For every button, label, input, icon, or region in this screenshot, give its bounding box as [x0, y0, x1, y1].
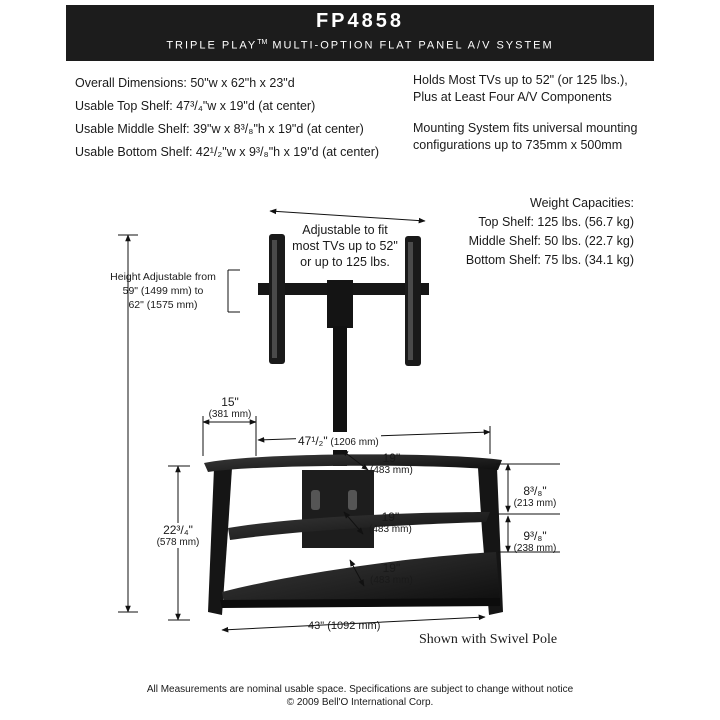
dim-depth-mid-in: 19"	[381, 510, 400, 524]
feature-capacity-line1: Holds Most TVs up to 52" (or 125 lbs.),	[413, 73, 628, 87]
caption-swivel-pole: Shown with Swivel Pole	[419, 632, 558, 647]
height-adjust-callout	[103, 270, 223, 312]
dim-gap-upper-mm: (213 mm)	[513, 498, 557, 509]
tv-adjust-line1: Adjustable to fit	[302, 223, 388, 237]
dim-stand-height-in: 22³/₄"	[163, 523, 193, 537]
dim-gap-upper	[509, 484, 561, 509]
dim-gap-lower	[509, 529, 561, 554]
spec-middle-shelf: Usable Middle Shelf: 39"w x 8³/₈"h x 19"d (at center)	[75, 122, 364, 136]
dim-gap-lower-mm: (238 mm)	[513, 543, 557, 554]
dim-gap-lower-in: 9³/₈"	[523, 529, 547, 543]
weight-title: Weight Capacities:	[530, 196, 634, 210]
feature-capacity-line2: Plus at Least Four A/V Components	[413, 90, 612, 104]
dim-gap-upper-in: 8³/₈"	[523, 484, 547, 498]
model-number: FP4858	[315, 10, 405, 32]
weight-middle-shelf: Middle Shelf: 50 lbs. (22.7 kg)	[468, 234, 634, 248]
dim-depth-mid-mm: (483 mm)	[369, 524, 412, 535]
dim-depth-top	[370, 451, 413, 476]
dim-15-in: 15"	[221, 395, 239, 409]
feature-mounting-line1: Mounting System fits universal mounting	[413, 121, 638, 135]
footer-copyright: © 2009 Bell'O International Corp.	[286, 697, 434, 708]
spec-overall: Overall Dimensions: 50"w x 62"h x 23"d	[75, 76, 295, 90]
dim-depth-mid	[369, 510, 412, 535]
dim-width-top-in: 47¹/₂"	[298, 434, 328, 448]
trademark-mark: TM	[257, 39, 268, 46]
dim-depth-top-in: 19"	[382, 451, 401, 465]
dim-width-top-mm: (1206 mm)	[327, 437, 379, 448]
subtitle-brand: TRIPLE PLAY	[166, 39, 258, 52]
height-adjust-line1: Height Adjustable from	[110, 271, 216, 283]
tv-adjust-callout	[280, 222, 410, 270]
feature-mounting-line2: configurations up to 735mm x 500mm	[413, 138, 623, 152]
tv-adjust-line2: most TVs up to 52"	[292, 239, 398, 253]
footer	[0, 683, 720, 709]
subtitle-rest: MULTI-OPTION FLAT PANEL A/V SYSTEM	[267, 39, 554, 52]
dim-depth-top-mm: (483 mm)	[370, 465, 413, 476]
height-adjust-line2: 59" (1499 mm) to	[122, 285, 204, 297]
dim-15	[204, 395, 256, 420]
stand-body	[204, 454, 503, 615]
dim-depth-bot	[370, 561, 413, 586]
dim-stand-height	[150, 523, 206, 548]
dim-stand-height-mm: (578 mm)	[156, 537, 200, 548]
weight-bottom-shelf: Bottom Shelf: 75 lbs. (34.1 kg)	[465, 253, 634, 267]
weight-top-shelf: Top Shelf: 125 lbs. (56.7 kg)	[478, 215, 634, 229]
tv-adjust-line3: or up to 125 lbs.	[300, 255, 390, 269]
dim-width-bottom: 43" (1092 mm)	[308, 620, 381, 632]
dim-width-top	[296, 432, 381, 450]
dim-depth-bot-in: 19"	[382, 561, 401, 575]
spec-top-shelf: Usable Top Shelf: 47³/₄"w x 19"d (at center)	[75, 99, 316, 113]
footer-disclaimer: All Measurements are nominal usable space. Specifications are subject to change without notice	[146, 684, 574, 695]
spec-bottom-shelf: Usable Bottom Shelf: 42¹/₂"w x 9³/₈"h x 19"d (at center)	[75, 145, 380, 159]
dim-depth-bot-mm: (483 mm)	[370, 575, 413, 586]
height-adjust-line3: 62" (1575 mm)	[128, 299, 198, 311]
dim-15-mm: (381 mm)	[208, 409, 252, 420]
